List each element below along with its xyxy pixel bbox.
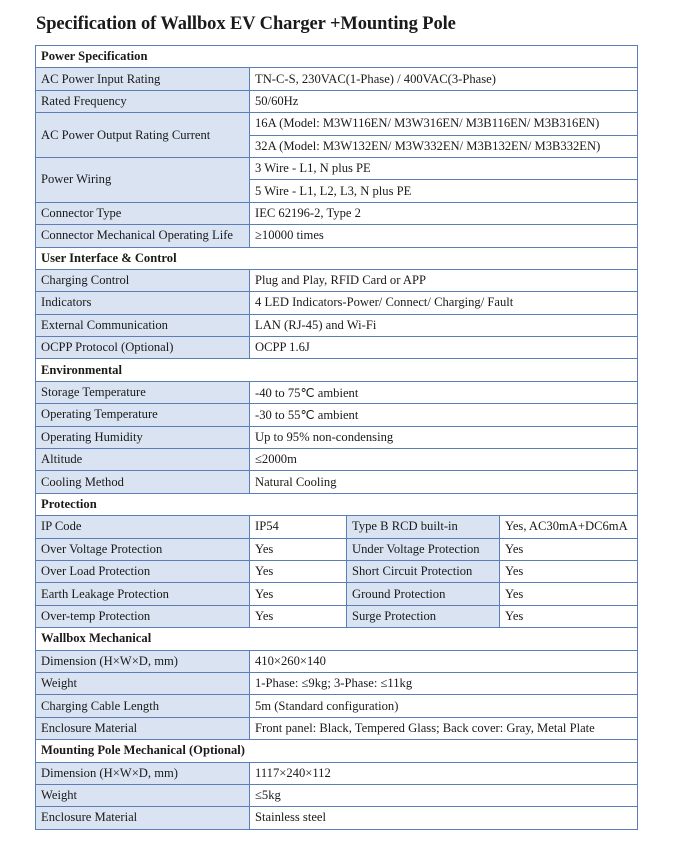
spec-label: Enclosure Material	[36, 717, 250, 739]
table-row	[36, 471, 638, 493]
spec-label: Weight	[36, 784, 250, 806]
spec-value: ≤5kg	[250, 784, 638, 806]
spec-value: -40 to 75℃ ambient	[250, 381, 638, 403]
spec-value: IEC 62196-2, Type 2	[250, 202, 638, 224]
spec-value: Yes	[250, 583, 347, 605]
spec-label: Cooling Method	[36, 471, 250, 493]
table-row	[36, 784, 638, 806]
spec-value: ≥10000 times	[250, 225, 638, 247]
spec-label: Under Voltage Protection	[347, 538, 500, 560]
spec-label: Connector Type	[36, 202, 250, 224]
table-row	[36, 516, 638, 538]
table-row	[36, 426, 638, 448]
spec-value: Yes	[500, 605, 638, 627]
table-row	[36, 717, 638, 739]
spec-value: 5 Wire - L1, L2, L3, N plus PE	[250, 180, 638, 202]
section-heading: Power Specification	[36, 46, 638, 68]
spec-label: Type B RCD built-in	[347, 516, 500, 538]
spec-label: Rated Frequency	[36, 90, 250, 112]
spec-label: OCPP Protocol (Optional)	[36, 337, 250, 359]
spec-value: 5m (Standard configuration)	[250, 695, 638, 717]
spec-value: 50/60Hz	[250, 90, 638, 112]
section-header-row	[36, 46, 638, 68]
table-row	[36, 68, 638, 90]
spec-label: Short Circuit Protection	[347, 560, 500, 582]
spec-label: AC Power Output Rating Current	[36, 113, 250, 158]
spec-label: Over Voltage Protection	[36, 538, 250, 560]
table-row	[36, 672, 638, 694]
spec-label: Storage Temperature	[36, 381, 250, 403]
spec-label: Charging Cable Length	[36, 695, 250, 717]
table-row	[36, 113, 638, 135]
section-header-row	[36, 247, 638, 269]
table-row	[36, 583, 638, 605]
spec-value: Up to 95% non-condensing	[250, 426, 638, 448]
section-heading: Environmental	[36, 359, 638, 381]
section-header-row	[36, 493, 638, 515]
spec-value: 410×260×140	[250, 650, 638, 672]
spec-label: Operating Temperature	[36, 404, 250, 426]
spec-label: Dimension (H×W×D, mm)	[36, 762, 250, 784]
table-row	[36, 337, 638, 359]
spec-label: Connector Mechanical Operating Life	[36, 225, 250, 247]
spec-label: Weight	[36, 672, 250, 694]
table-row	[36, 538, 638, 560]
spec-label: Enclosure Material	[36, 807, 250, 829]
table-row	[36, 807, 638, 829]
spec-value: 3 Wire - L1, N plus PE	[250, 157, 638, 179]
table-row	[36, 449, 638, 471]
spec-label: Indicators	[36, 292, 250, 314]
section-heading: Mounting Pole Mechanical (Optional)	[36, 740, 638, 762]
spec-value: 1-Phase: ≤9kg; 3-Phase: ≤11kg	[250, 672, 638, 694]
spec-value: IP54	[250, 516, 347, 538]
section-heading: Wallbox Mechanical	[36, 628, 638, 650]
spec-label: Altitude	[36, 449, 250, 471]
spec-value: LAN (RJ-45) and Wi-Fi	[250, 314, 638, 336]
spec-label: Dimension (H×W×D, mm)	[36, 650, 250, 672]
section-header-row	[36, 740, 638, 762]
spec-value: OCPP 1.6J	[250, 337, 638, 359]
spec-value: Yes	[500, 560, 638, 582]
specification-table-body	[36, 46, 638, 830]
specification-table	[35, 45, 638, 830]
table-row	[36, 762, 638, 784]
spec-label: IP Code	[36, 516, 250, 538]
spec-label: Power Wiring	[36, 157, 250, 202]
spec-value: 16A (Model: M3W116EN/ M3W316EN/ M3B116EN/ M3B316EN)	[250, 113, 638, 135]
table-row	[36, 404, 638, 426]
section-header-row	[36, 628, 638, 650]
section-heading: User Interface & Control	[36, 247, 638, 269]
table-row	[36, 90, 638, 112]
table-row	[36, 157, 638, 179]
spec-value: ≤2000m	[250, 449, 638, 471]
table-row	[36, 605, 638, 627]
spec-label: External Communication	[36, 314, 250, 336]
section-heading: Protection	[36, 493, 638, 515]
table-row	[36, 269, 638, 291]
spec-label: AC Power Input Rating	[36, 68, 250, 90]
spec-value: Yes	[250, 605, 347, 627]
spec-label: Over-temp Protection	[36, 605, 250, 627]
spec-value: Stainless steel	[250, 807, 638, 829]
table-row	[36, 695, 638, 717]
spec-value: Yes	[250, 538, 347, 560]
spec-label: Surge Protection	[347, 605, 500, 627]
spec-label: Charging Control	[36, 269, 250, 291]
spec-value: Yes, AC30mA+DC6mA	[500, 516, 638, 538]
table-row	[36, 225, 638, 247]
spec-value: Yes	[500, 583, 638, 605]
spec-label: Earth Leakage Protection	[36, 583, 250, 605]
spec-value: Front panel: Black, Tempered Glass; Back cover: Gray, Metal Plate	[250, 717, 638, 739]
page-title: Specification of Wallbox EV Charger +Mounting Pole	[36, 14, 456, 34]
spec-value: 32A (Model: M3W132EN/ M3W332EN/ M3B132EN/ M3B332EN)	[250, 135, 638, 157]
spec-value: 4 LED Indicators-Power/ Connect/ Charging/ Fault	[250, 292, 638, 314]
spec-label: Over Load Protection	[36, 560, 250, 582]
section-header-row	[36, 359, 638, 381]
spec-value: -30 to 55℃ ambient	[250, 404, 638, 426]
spec-value: Yes	[250, 560, 347, 582]
spec-label: Ground Protection	[347, 583, 500, 605]
table-row	[36, 314, 638, 336]
spec-value: Yes	[500, 538, 638, 560]
table-row	[36, 650, 638, 672]
spec-value: TN-C-S, 230VAC(1-Phase) / 400VAC(3-Phase)	[250, 68, 638, 90]
table-row	[36, 292, 638, 314]
spec-value: Natural Cooling	[250, 471, 638, 493]
spec-label: Operating Humidity	[36, 426, 250, 448]
table-row	[36, 381, 638, 403]
spec-value: Plug and Play, RFID Card or APP	[250, 269, 638, 291]
spec-value: 1117×240×112	[250, 762, 638, 784]
table-row	[36, 202, 638, 224]
table-row	[36, 560, 638, 582]
